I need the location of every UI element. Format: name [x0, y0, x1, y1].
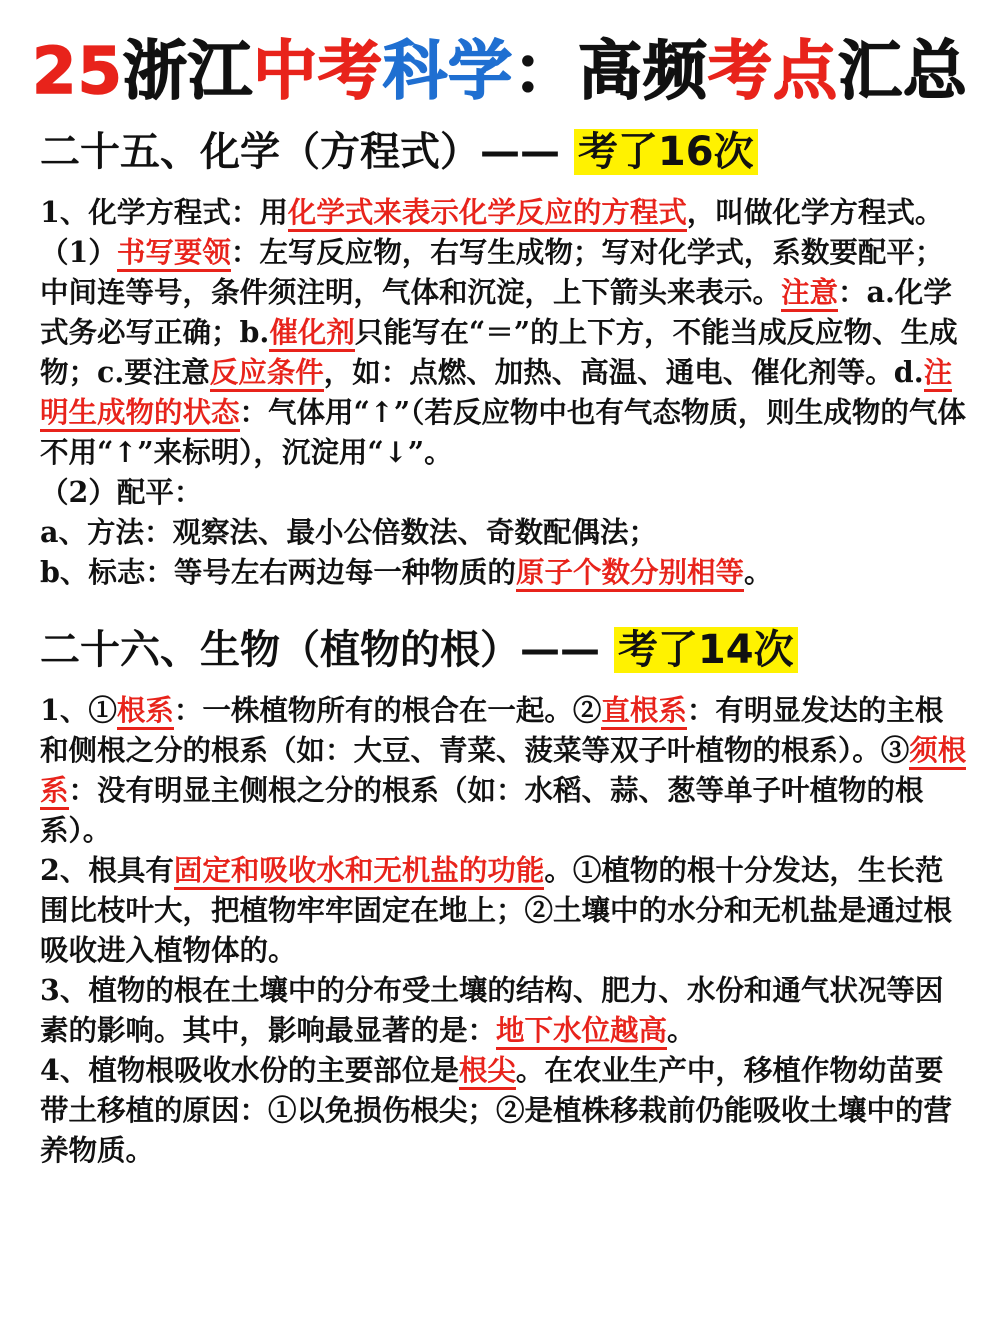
paragraph-text: ：没有明显主侧根之分的根系（如：水稻、蒜、葱等单子叶植物的根系）。	[40, 773, 924, 847]
paragraph	[40, 690, 970, 850]
title-segment: ：高频	[513, 35, 709, 109]
paragraph-text: 。在农业生产中，移植作物幼苗要带土移植的原因：①以免损伤根尖；②是植株移栽前仍能吸收土壤中的营养物质。	[40, 1053, 953, 1167]
key-term: 催化剂	[269, 315, 355, 352]
paragraph-text: b、标志：等号左右两边每一种物质的	[40, 555, 516, 589]
paragraph	[40, 512, 970, 552]
paragraph-text: 。①植物的根十分发达，生长范围比枝叶大，把植物牢牢固定在地上；②土壤中的水分和无机盐是通过根吸收进入植物体的。	[40, 853, 953, 967]
key-term: 根系	[117, 693, 174, 730]
paragraph-text: 。	[667, 1013, 696, 1047]
paragraph-text: 1、①	[40, 693, 117, 727]
key-term: 反应条件	[210, 355, 324, 392]
paragraph-text: ：一株植物所有的根合在一起。②	[173, 693, 602, 727]
title-segment: 汇总	[838, 35, 969, 109]
section-body	[40, 192, 970, 592]
key-term: 固定和吸收水和无机盐的功能	[174, 853, 545, 890]
paragraph-text: 。	[743, 555, 773, 589]
paragraph-text: a、方法：观察法、最小公倍数法、奇数配偶法；	[40, 515, 657, 549]
key-term: 注意	[781, 275, 838, 312]
paragraph-text: 4、植物根吸收水份的主要部位是	[40, 1053, 459, 1087]
paragraph	[40, 232, 970, 472]
paragraph	[40, 970, 970, 1050]
title-segment: 浙江	[123, 35, 254, 109]
section-gap	[40, 592, 970, 620]
title-segment: 中考	[253, 35, 384, 109]
paragraph-text: 3、植物的根在土壤中的分布受土壤的结构、肥力、水份和通气状况等因素的影响。其中，影响最显著的是：	[40, 973, 944, 1047]
paragraph-text: ：气体用“↑”（若反应物中也有气态物质，则生成物的气体不用“↑”来标明），沉淀用“↓”。	[40, 395, 966, 469]
paragraph	[40, 472, 970, 512]
paragraph	[40, 552, 970, 592]
paragraph-text: （1）	[40, 235, 117, 269]
title-segment: 25	[31, 35, 124, 109]
paragraph-text: ：有明显发达的主根和侧根之分的根系（如：大豆、青菜、菠菜等双子叶植物的根系）。③	[40, 693, 944, 767]
paragraph-text: ，如：点燃、加热、高温、通电、催化剂等。d.	[323, 355, 924, 389]
page-title	[30, 28, 970, 116]
key-term: 直根系	[601, 693, 687, 730]
paragraph-text: （2）配平：	[40, 475, 203, 509]
paragraph	[40, 192, 970, 232]
paragraph-text: ：左写反应物，右写生成物；写对化学式，系数要配平；中间连等号，条件须注明，气体和沉淀，上下箭头来表示。	[40, 235, 944, 309]
key-term: 根尖	[459, 1053, 516, 1090]
exam-count-badge: 考了16次	[574, 129, 758, 175]
section-body	[40, 690, 970, 1170]
paragraph-text: ：a.化学式务必写正确；b.	[40, 275, 952, 349]
paragraph	[40, 1050, 970, 1170]
paragraph-text: ，叫做化学方程式。	[686, 195, 944, 229]
paragraph-text: 2、根具有	[40, 853, 174, 887]
section-heading	[40, 620, 970, 680]
paragraph	[40, 850, 970, 970]
section-heading-text: 二十六、生物（植物的根）——	[40, 627, 600, 673]
key-term: 须根系	[40, 733, 966, 810]
key-term: 书写要领	[117, 235, 231, 272]
key-term: 地下水位越高	[496, 1013, 667, 1050]
key-term: 原子个数分别相等	[516, 555, 744, 592]
key-term: 注明生成物的状态	[40, 355, 952, 432]
title-segment: 科学	[383, 35, 514, 109]
key-term: 化学式来表示化学反应的方程式	[288, 195, 687, 232]
content	[40, 122, 970, 1170]
section-heading	[40, 122, 970, 182]
exam-count-badge: 考了14次	[614, 627, 798, 673]
paragraph-text: 只能写在“＝”的上下方，不能当成反应物、生成物；c.要注意	[40, 315, 958, 389]
title-segment: 考点	[708, 35, 839, 109]
paragraph-text: 1、化学方程式：用	[40, 195, 288, 229]
section-heading-text: 二十五、化学（方程式）——	[40, 129, 560, 175]
